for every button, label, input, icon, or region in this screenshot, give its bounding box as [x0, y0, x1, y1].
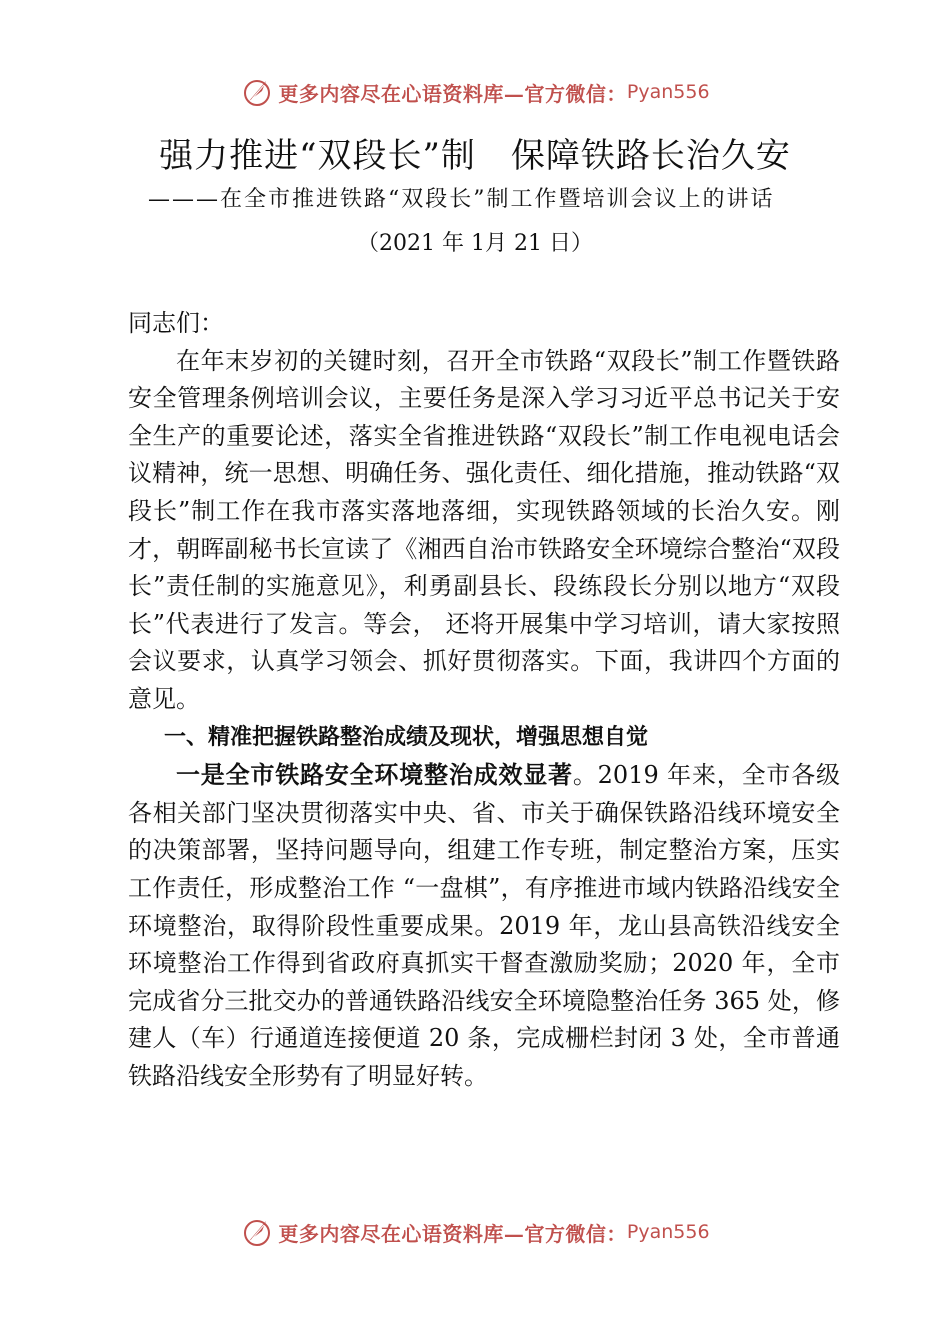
- banner-wechat-label: 官方微信：: [524, 81, 627, 106]
- paragraph-1: 在年末岁初的关键时刻，召开全市铁路“双段长”制工作暨铁路安全管理条例培训会议，主要任务是深入学习习近平总书记关于安全生产的重要论述，落实全省推进铁路“双段长”制工作电视电话会议精神，统一思想、明确任务、强化责任、细化措施，推动铁路“双段长”制工作在我市落实落地落细，实现铁路领域的长治久安。刚才，朝晖副秘书长宣读了《湘西自治市铁路安全环境综合整治“双段长”责任制的实施意见》，利勇副县长、段练段长分别以地方“双段长”代表进行了发言。等会， 还将开展集中学习培训，请大家按照会议要求，认真学习领会、抓好贯彻落实。下面，我讲四个方面的意见。: [128, 346, 840, 713]
- section-heading-1: 一、精准把握铁路整治成绩及现状，增强思想自觉: [164, 724, 649, 750]
- document-date: （2021 年 1月 21 日）: [357, 231, 593, 256]
- salutation: 同志们：: [128, 309, 224, 337]
- banner-wechat-label: 官方微信：: [524, 1221, 627, 1246]
- document-title: 强力推进“双段长”制 保障铁路长治久安: [159, 136, 791, 176]
- header-banner: [0, 72, 950, 112]
- footer-banner: [0, 1212, 950, 1252]
- paragraph-2-lead: 一是全市铁路安全环境整治成效显著: [176, 760, 573, 790]
- quill-logo-icon: [240, 1215, 274, 1249]
- banner-text: 更多内容尽在心语资料库—: [278, 81, 525, 106]
- document-subtitle: ———在全市推进铁路“双段长”制工作暨培训会议上的讲话: [148, 187, 775, 212]
- banner-wechat-id: Pyan556: [626, 1221, 710, 1243]
- document-body: [128, 305, 840, 1095]
- paragraph-2: [128, 756, 840, 1095]
- quill-logo-icon: [240, 75, 274, 109]
- banner-wechat-id: Pyan556: [626, 81, 710, 103]
- paragraph-2-body: 。2019 年来，全市各级各相关部门坚决贯彻落实中央、省、市关于确保铁路沿线环境安全的决策部署，坚持问题导向，组建工作专班，制定整治方案，压实工作责任，形成整治工作 “一盘棋”，有序推进市域内铁路沿线安全环境整治，取得阶段性重要成果。2019 年，龙山县高铁沿线安全环境整治工作得到省政府真抓实干督查激励奖励；2020 年，全市完成省分三批交办的普通铁路沿线安全环境隐整治任务 365 处，修建人（车）行通道连接便道 20 条，完成栅栏封闭 3 处，全市普通铁路沿线安全形势有了明显好转。: [128, 761, 840, 1090]
- banner-text: 更多内容尽在心语资料库—: [278, 1221, 525, 1246]
